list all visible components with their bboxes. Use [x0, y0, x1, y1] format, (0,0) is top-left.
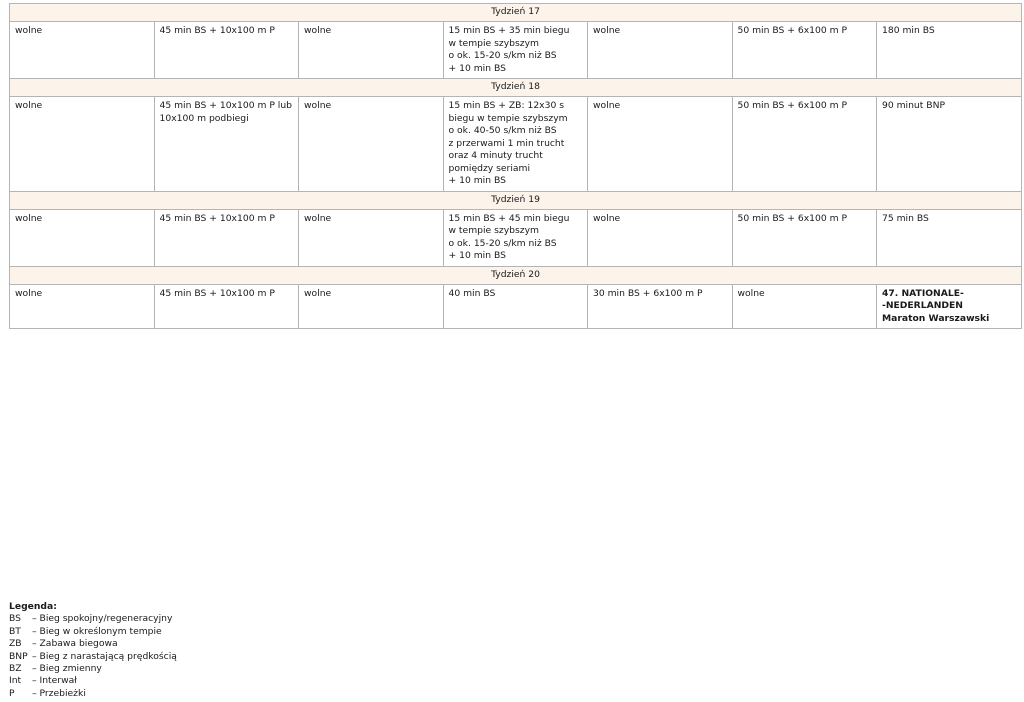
day-cell: wolne: [588, 97, 733, 192]
legend-item: [9, 651, 177, 663]
week-title: Tydzień 19: [10, 191, 1022, 209]
day-cell: wolne: [10, 22, 155, 79]
week-header-row: [10, 79, 1022, 97]
legend-abbr: ZB: [9, 638, 22, 650]
day-cell: wolne: [588, 22, 733, 79]
legend-abbr: BNP: [9, 650, 28, 662]
legend-desc: – Bieg spokojny/regeneracyjny: [32, 613, 173, 625]
legend-item: [9, 688, 177, 700]
week-title: Tydzień 18: [10, 79, 1022, 97]
day-cell: 15 min BS + 45 min biegu w tempie szybszym o ok. 15-20 s/km niż BS + 10 min BS: [443, 209, 588, 266]
legend-desc: – Interwał: [32, 675, 77, 687]
legend-items: [9, 613, 177, 700]
week-days-row: [10, 284, 1022, 329]
legend-item: [9, 613, 177, 625]
day-cell: 180 min BS: [877, 22, 1022, 79]
day-cell: wolne: [588, 209, 733, 266]
week-days-row: [10, 209, 1022, 266]
legend-abbr: P: [9, 687, 15, 699]
legend-desc: – Bieg w określonym tempie: [32, 625, 162, 637]
day-cell: wolne: [10, 209, 155, 266]
week-title: Tydzień 20: [10, 266, 1022, 284]
legend-abbr: Int: [9, 675, 22, 687]
legend-item: [9, 626, 177, 638]
day-cell: 40 min BS: [443, 284, 588, 329]
legend-abbr: BS: [9, 613, 21, 625]
legend-title: Legenda:: [9, 601, 57, 612]
week-title: Tydzień 17: [10, 4, 1022, 22]
legend-abbr: BT: [9, 625, 21, 637]
week-header-row: [10, 266, 1022, 284]
legend-desc: – Zabawa biegowa: [32, 638, 118, 650]
day-cell: 45 min BS + 10x100 m P: [154, 284, 299, 329]
legend-item: [9, 638, 177, 650]
legend-desc: – Bieg zmienny: [32, 663, 102, 675]
day-cell: wolne: [299, 209, 444, 266]
week-header-row: [10, 191, 1022, 209]
day-cell: 45 min BS + 10x100 m P lub 10x100 m podbiegi: [154, 97, 299, 192]
day-cell: 50 min BS + 6x100 m P: [732, 209, 877, 266]
day-cell: 45 min BS + 10x100 m P: [154, 209, 299, 266]
day-cell: 15 min BS + 35 min biegu w tempie szybszym o ok. 15-20 s/km niż BS + 10 min BS: [443, 22, 588, 79]
week-days-row: [10, 22, 1022, 79]
legend-item: [9, 675, 177, 687]
day-cell: 75 min BS: [877, 209, 1022, 266]
legend-desc: – Bieg z narastającą prędkością: [32, 650, 177, 662]
day-cell: wolne: [10, 284, 155, 329]
day-cell: wolne: [299, 22, 444, 79]
day-cell: 90 minut BNP: [877, 97, 1022, 192]
legend-desc: – Przebieżki: [32, 687, 86, 699]
day-cell: wolne: [299, 97, 444, 192]
day-cell: 50 min BS + 6x100 m P: [732, 97, 877, 192]
week-header-row: [10, 4, 1022, 22]
week-days-row: [10, 97, 1022, 192]
day-cell: wolne: [10, 97, 155, 192]
day-cell: wolne: [299, 284, 444, 329]
day-cell: 30 min BS + 6x100 m P: [588, 284, 733, 329]
day-cell: 50 min BS + 6x100 m P: [732, 22, 877, 79]
day-cell: wolne: [732, 284, 877, 329]
training-plan-table: [9, 3, 1022, 329]
day-cell: 47. NATIONALE- -NEDERLANDEN Maraton Warszawski: [877, 284, 1022, 329]
day-cell: 15 min BS + ZB: 12x30 s biegu w tempie szybszym o ok. 40-50 s/km niż BS z przerwami 1 min trucht oraz 4 minuty trucht pomiędzy seriami + 10 min BS: [443, 97, 588, 192]
legend-abbr: BZ: [9, 663, 22, 675]
day-cell: 45 min BS + 10x100 m P: [154, 22, 299, 79]
legend-item: [9, 663, 177, 675]
legend: [9, 601, 177, 700]
